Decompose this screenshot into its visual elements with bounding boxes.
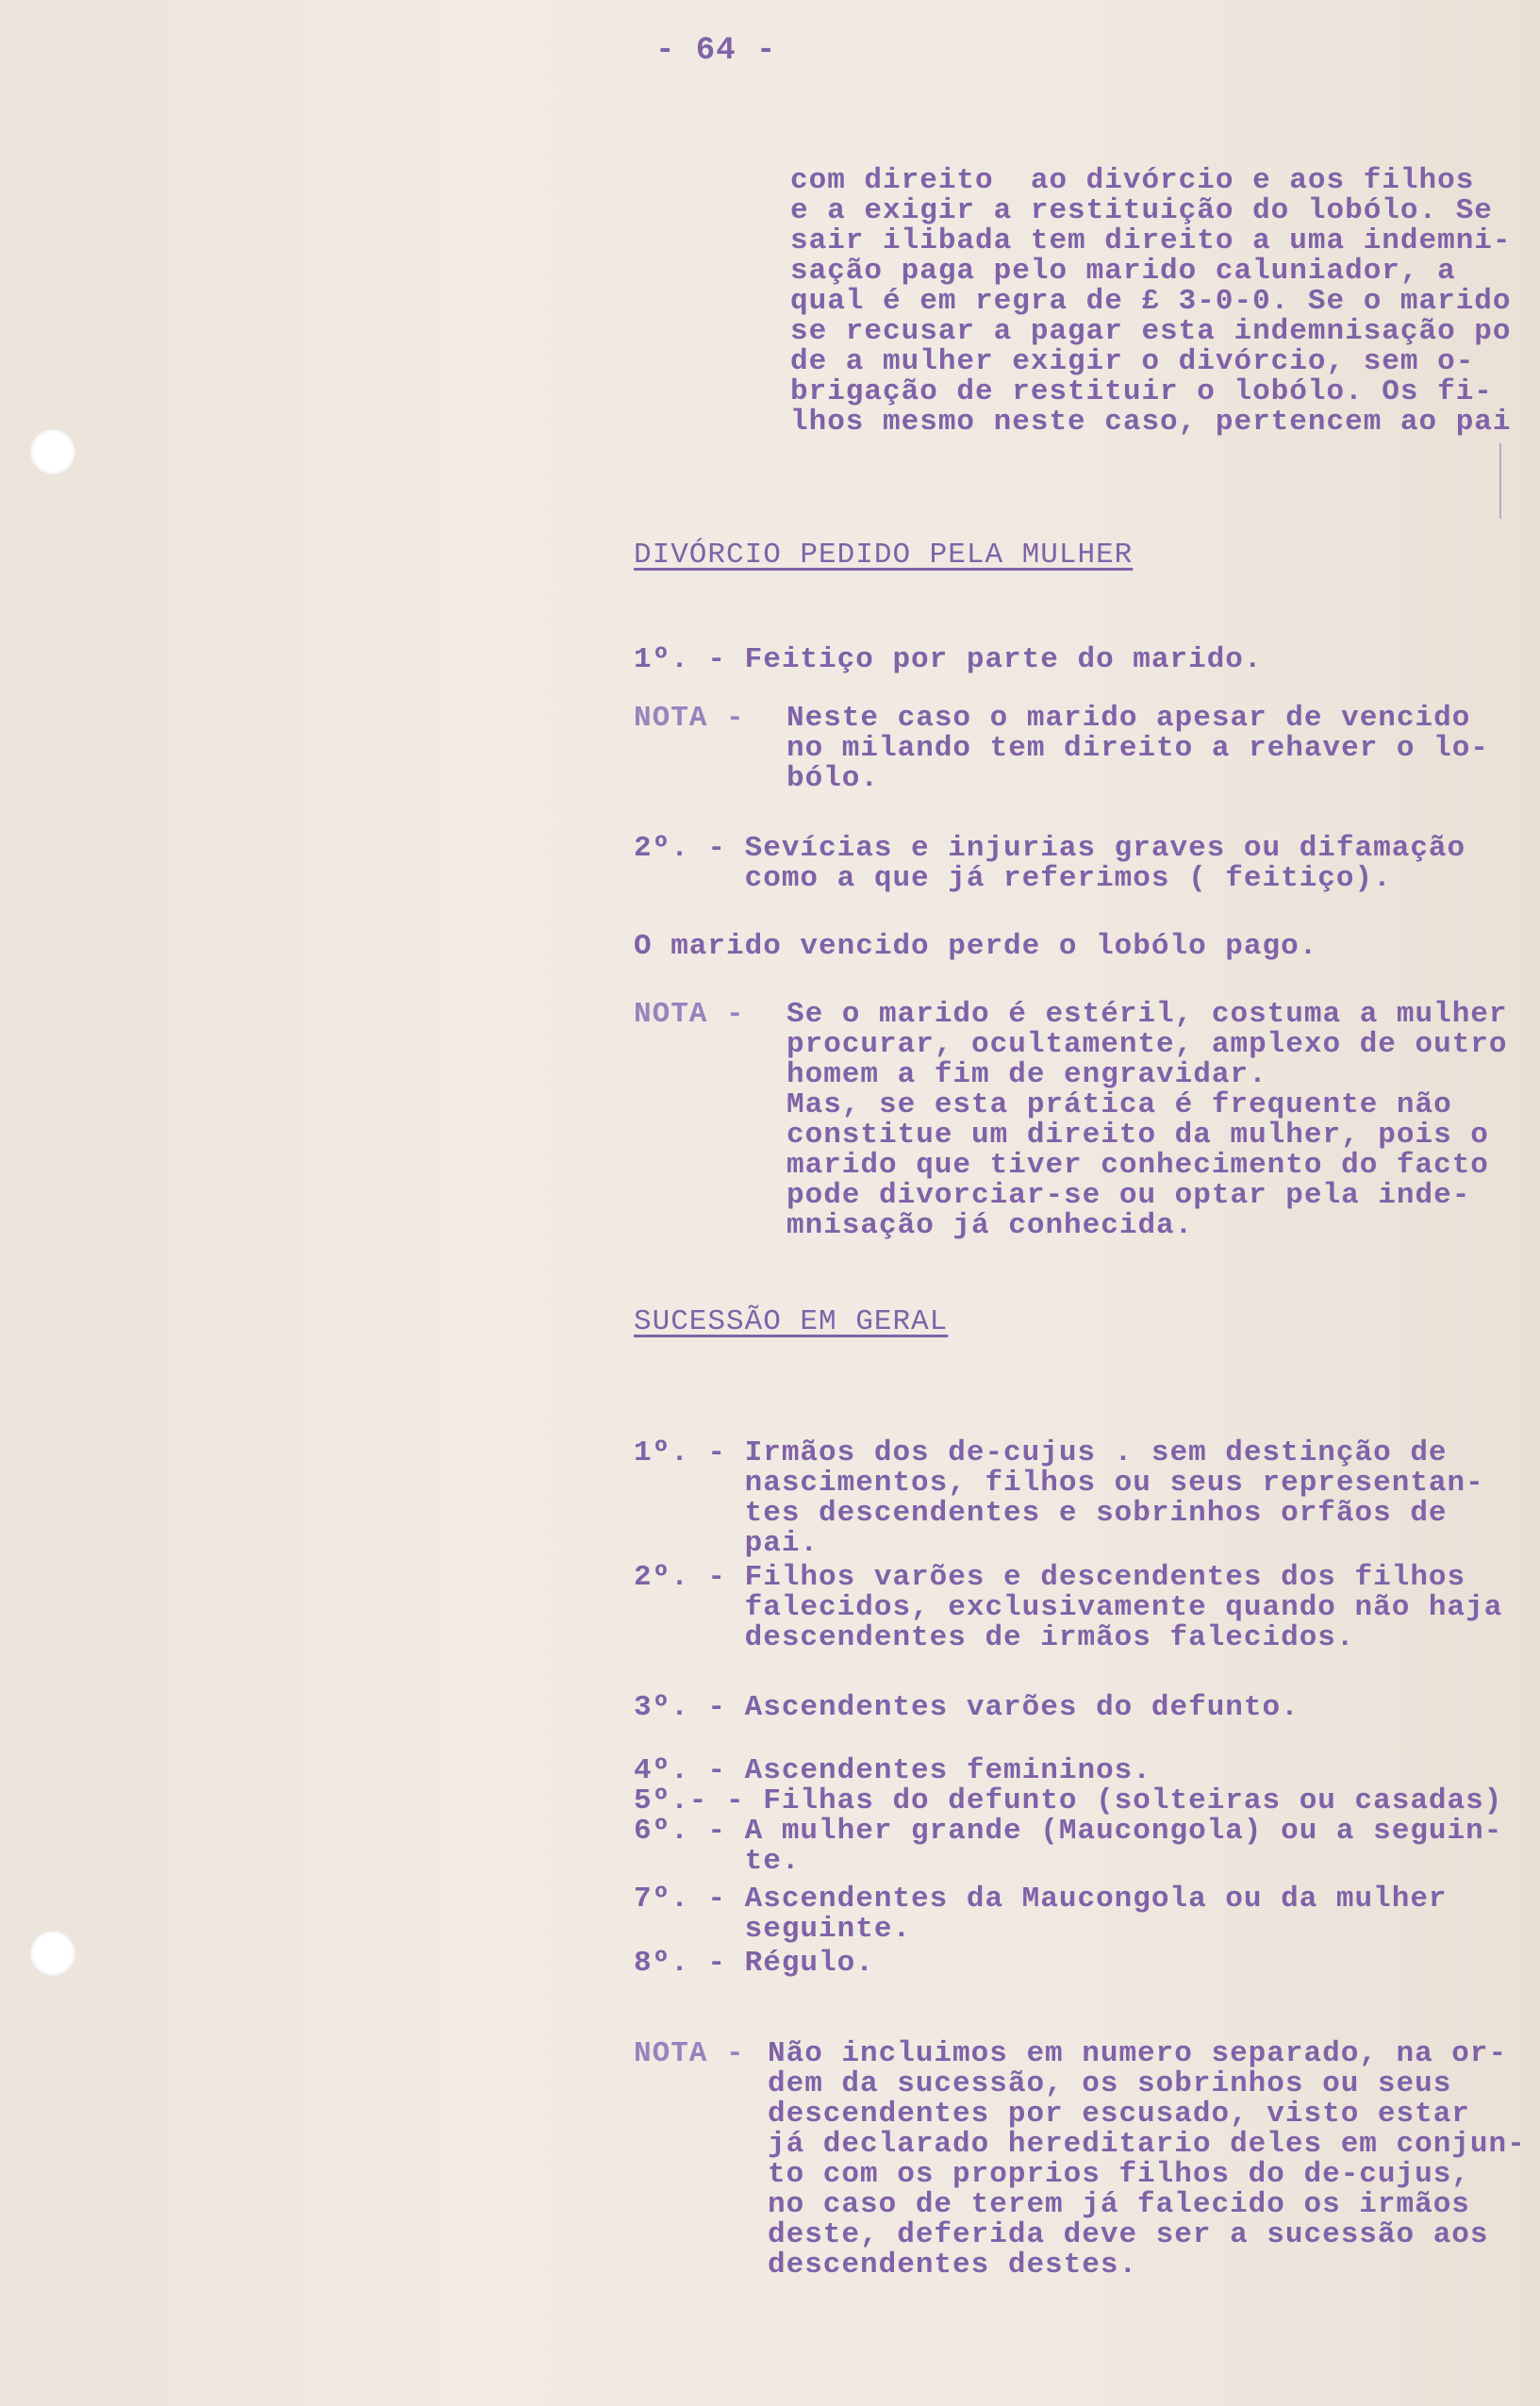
list-item: nascimentos, filhos ou seus representan- bbox=[634, 1467, 1484, 1500]
list-item: pai. bbox=[634, 1527, 820, 1560]
intro-line: com direito ao divórcio e aos filhos bbox=[790, 164, 1475, 197]
intro-line: qual é em regra de £ 3-0-0. Se o marido bbox=[790, 285, 1512, 318]
nota-line: constitue um direito da mulher, pois o bbox=[787, 1119, 1489, 1152]
punch-hole bbox=[30, 429, 75, 474]
nota-line: deste, deferida deve ser a sucessão aos bbox=[768, 2218, 1489, 2251]
list-item: seguinte. bbox=[634, 1913, 912, 1946]
nota-line: homem a fim de engravidar. bbox=[787, 1058, 1267, 1091]
list-item: 5º.- - Filhas do defunto (solteiras ou casadas) bbox=[634, 1784, 1503, 1817]
list-item: 7º. - Ascendentes da Maucongola ou da mulher bbox=[634, 1883, 1448, 1916]
nota-line: Neste caso o marido apesar de vencido bbox=[787, 702, 1471, 735]
intro-line: lhos mesmo neste caso, pertencem ao pai bbox=[790, 406, 1512, 439]
statement: O marido vencido perde o lobólo pago. bbox=[634, 930, 1318, 963]
list-item: 6º. - A mulher grande (Maucongola) ou a seguin- bbox=[634, 1815, 1503, 1848]
nota-line: Mas, se esta prática é frequente não bbox=[787, 1088, 1452, 1121]
nota-line: já declarado hereditario deles em conjun- bbox=[768, 2128, 1526, 2161]
punch-hole bbox=[30, 1931, 75, 1976]
margin-mark bbox=[1499, 443, 1501, 519]
nota-line: mnisação já conhecida. bbox=[787, 1209, 1194, 1242]
nota-line: no caso de terem já falecido os irmãos bbox=[768, 2188, 1470, 2221]
list-item: 2º. - Filhos varões e descendentes dos filhos bbox=[634, 1561, 1466, 1594]
list-item: 1º. - Irmãos dos de-cujus . sem destinção de bbox=[634, 1436, 1448, 1469]
nota-line: Não incluimos em numero separado, na or- bbox=[768, 2037, 1508, 2070]
nota-line: procurar, ocultamente, amplexo de outro bbox=[787, 1028, 1508, 1061]
section-heading-succession: SUCESSÃO EM GERAL bbox=[634, 1305, 949, 1338]
list-item: tes descendentes e sobrinhos orfãos de bbox=[634, 1497, 1448, 1530]
nota-label: NOTA - bbox=[634, 998, 745, 1031]
intro-line: de a mulher exigir o divórcio, sem o- bbox=[790, 345, 1475, 378]
intro-line: brigação de restituir o lobólo. Os fi- bbox=[790, 375, 1493, 408]
intro-line: sair ilibada tem direito a uma indemni- bbox=[790, 224, 1512, 257]
nota-line: no milando tem direito a rehaver o lo- bbox=[787, 732, 1489, 765]
nota-label: NOTA - bbox=[634, 2037, 745, 2070]
nota-line: dem da sucessão, os sobrinhos ou seus bbox=[768, 2067, 1452, 2100]
nota-label: NOTA - bbox=[634, 702, 745, 735]
list-item: 8º. - Régulo. bbox=[634, 1947, 874, 1980]
nota-line: marido que tiver conhecimento do facto bbox=[787, 1149, 1489, 1182]
intro-line: se recusar a pagar esta indemnisação po bbox=[790, 315, 1512, 348]
intro-line: e a exigir a restituição do lobólo. Se bbox=[790, 194, 1493, 227]
nota-line: pode divorciar-se ou optar pela inde- bbox=[787, 1179, 1471, 1212]
nota-line: descendentes por escusado, visto estar bbox=[768, 2098, 1470, 2131]
section-heading-divorce: DIVÓRCIO PEDIDO PELA MULHER bbox=[634, 539, 1134, 572]
list-item: te. bbox=[634, 1845, 801, 1878]
nota-line: bólo. bbox=[787, 762, 880, 795]
list-item: descendentes de irmãos falecidos. bbox=[634, 1621, 1355, 1654]
nota-line: descendentes destes. bbox=[768, 2248, 1138, 2282]
list-item: 3º. - Ascendentes varões do defunto. bbox=[634, 1691, 1300, 1724]
list-item: falecidos, exclusivamente quando não haja bbox=[634, 1591, 1503, 1624]
list-item: 1º. - Feitiço por parte do marido. bbox=[634, 643, 1263, 676]
intro-line: sação paga pelo marido caluniador, a bbox=[790, 255, 1456, 288]
list-item: 4º. - Ascendentes femininos. bbox=[634, 1754, 1151, 1787]
nota-line: to com os proprios filhos do de-cujus, bbox=[768, 2158, 1470, 2191]
list-item: como a que já referimos ( feitiço). bbox=[634, 862, 1392, 895]
page-number: - 64 - bbox=[655, 33, 777, 69]
list-item: 2º. - Sevícias e injurias graves ou difamação bbox=[634, 832, 1466, 865]
nota-line: Se o marido é estéril, costuma a mulher bbox=[787, 998, 1508, 1031]
